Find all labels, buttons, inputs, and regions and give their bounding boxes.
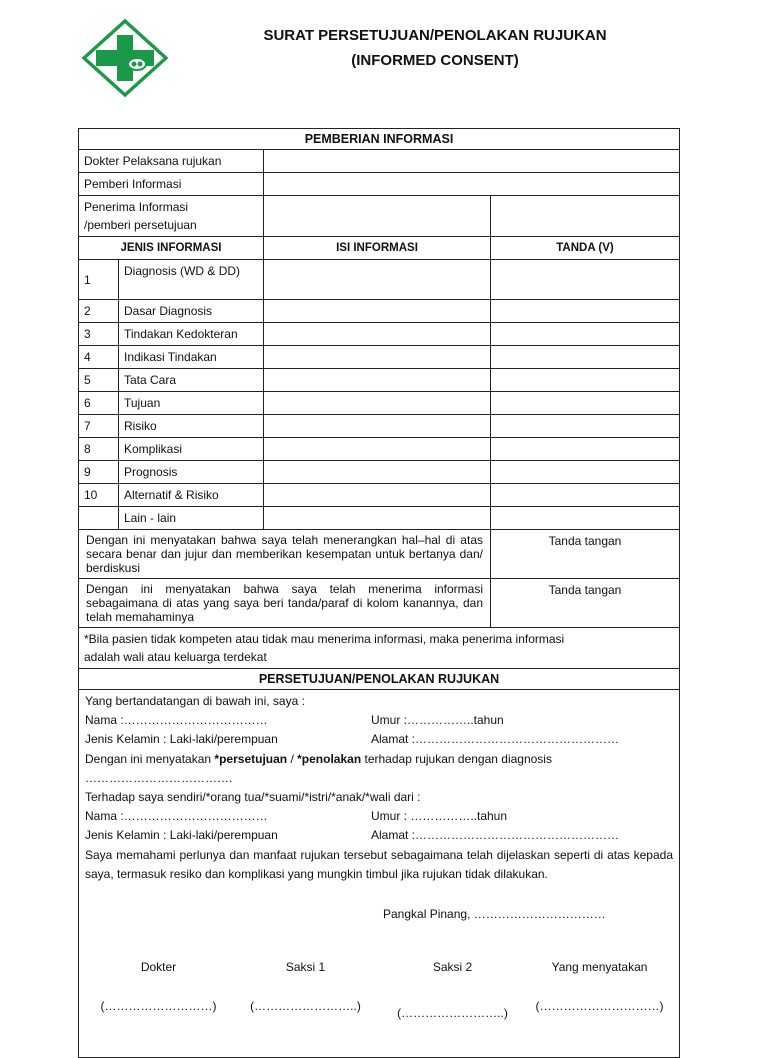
tanda-field[interactable] [491,300,680,323]
tanda-field[interactable] [491,461,680,484]
isi-field[interactable] [264,415,491,438]
tanda-field[interactable] [491,346,680,369]
pemberi-label: Pemberi Informasi [79,173,264,196]
signer-saksi-2: Saksi 2 [432,959,473,974]
penolakan-option[interactable]: *penolakan [297,751,362,766]
signature-field-yang-menyatakan[interactable]: (…………………………) [535,998,664,1013]
table-row: 2 Dasar Diagnosis [79,300,680,323]
isi-field[interactable] [264,392,491,415]
note-text: *Bila pasien tidak kompeten atau tidak mau menerima informasi, maka penerima informasi adalah wali atau keluarga terdekat [79,628,680,669]
consent-section [79,690,680,1058]
isi-field[interactable] [264,346,491,369]
tanda-field[interactable] [491,507,680,530]
isi-field[interactable] [264,438,491,461]
table-row: Lain - lain [79,507,680,530]
statement-receiver: Dengan ini menyatakan bahwa saya telah menerima informasi sebagaimana di atas yang saya beri tanda/paraf di kolom kanannya, dan telah memahaminya [79,579,491,628]
isi-field[interactable] [264,507,491,530]
alamat-field-1[interactable]: Alamat :…………………………………………… [371,732,620,747]
umur-field-1[interactable]: Umur :……………..tahun [371,713,504,728]
intro-text: Yang bertandatangan di bawah ini, saya : [85,694,305,708]
consent-form-table [78,128,680,1058]
diagnosis-field[interactable]: ………………………………. [85,770,233,785]
pemberi-field[interactable] [264,173,680,196]
signature-doctor[interactable]: Tanda tangan [491,530,680,579]
diagnosis-statement: Dengan ini menyatakan *persetujuan / *penolakan terhadap rujukan dengan diagnosis [85,751,552,766]
table-row: 1 Diagnosis (WD & DD) [79,260,680,300]
signature-lines [85,997,673,1020]
table-row: 4 Indikasi Tindakan [79,346,680,369]
umur-field-2[interactable]: Umur : ……………..tahun [371,809,508,824]
document-subtitle: (INFORMED CONSENT) [351,52,519,69]
isi-field[interactable] [264,484,491,507]
alamat-field-2[interactable]: Alamat :…………………………………………… [371,828,620,843]
signature-receiver[interactable]: Tanda tangan [491,579,680,628]
signature-field-saksi-2[interactable]: (……………………..) [397,1005,508,1020]
section-title-persetujuan: PERSETUJUAN/PENOLAKAN RUJUKAN [79,669,680,690]
dokter-label: Dokter Pelaksana rujukan [79,150,264,173]
isi-field[interactable] [264,260,491,300]
table-row: 6 Tujuan [79,392,680,415]
penerima-sign-field[interactable] [491,196,680,237]
statement-doctor: Dengan ini menyatakan bahwa saya telah menerangkan hal–hal di atas secara benar dan jujur dan memberikan kesempatan untuk bertanya dan/ berdiskusi [79,530,491,579]
tanda-field[interactable] [491,369,680,392]
tanda-field[interactable] [491,392,680,415]
jenis-kelamin-2[interactable]: Jenis Kelamin : Laki-laki/perempuan [85,828,278,843]
table-row: 9 Prognosis [79,461,680,484]
persetujuan-option[interactable]: *persetujuan [214,751,288,766]
document-title: SURAT PERSETUJUAN/PENOLAKAN RUJUKAN [263,27,607,44]
signer-dokter: Dokter [140,959,177,974]
tanda-field[interactable] [491,415,680,438]
tanda-field[interactable] [491,323,680,346]
tanda-field[interactable] [491,484,680,507]
penerima-label: Penerima Informasi /pemberi persetujuan [79,196,264,237]
col-isi-informasi: ISI INFORMASI [264,237,491,260]
nama-field-1[interactable]: Nama :……………………………… [85,713,268,728]
table-row: 7 Risiko [79,415,680,438]
table-row: 5 Tata Cara [79,369,680,392]
col-jenis-informasi: JENIS INFORMASI [79,237,264,260]
isi-field[interactable] [264,461,491,484]
penerima-field[interactable] [264,196,491,237]
tanda-field[interactable] [491,260,680,300]
table-row: 10 Alternatif & Risiko [79,484,680,507]
isi-field[interactable] [264,369,491,392]
jenis-kelamin-1[interactable]: Jenis Kelamin : Laki-laki/perempuan [85,732,278,747]
terhadap-text: Terhadap saya sendiri/*orang tua/*suami/*istri/*anak/*wali dari : [85,789,421,804]
signer-saksi-1: Saksi 1 [285,959,326,974]
tanda-field[interactable] [491,438,680,461]
signature-field-saksi-1[interactable]: (……………………..) [250,998,361,1013]
signer-yang-menyatakan: Yang menyatakan [551,959,648,974]
isi-field[interactable] [264,323,491,346]
section-title-informasi: PEMBERIAN INFORMASI [79,129,680,150]
col-tanda: TANDA (V) [491,237,680,260]
signers-row [85,958,673,977]
table-row: 3 Tindakan Kedokteran [79,323,680,346]
isi-field[interactable] [264,300,491,323]
dokter-field[interactable] [264,150,680,173]
place-date-field[interactable]: Pangkal Pinang, …………………………… [383,906,606,921]
nama-field-2[interactable]: Nama :……………………………… [85,809,268,824]
green-cross-logo [82,19,168,97]
understanding-paragraph: Saya memahami perlunya dan manfaat rujukan tersebut sebagaimana telah dijelaskan seperti di atas kepada saya, termasuk resiko dan komplikasi yang mungkin timbul jika rujukan tidak dilakukan. [85,847,673,881]
signature-field-dokter[interactable]: (………………………) [100,998,217,1013]
table-row: 8 Komplikasi [79,438,680,461]
